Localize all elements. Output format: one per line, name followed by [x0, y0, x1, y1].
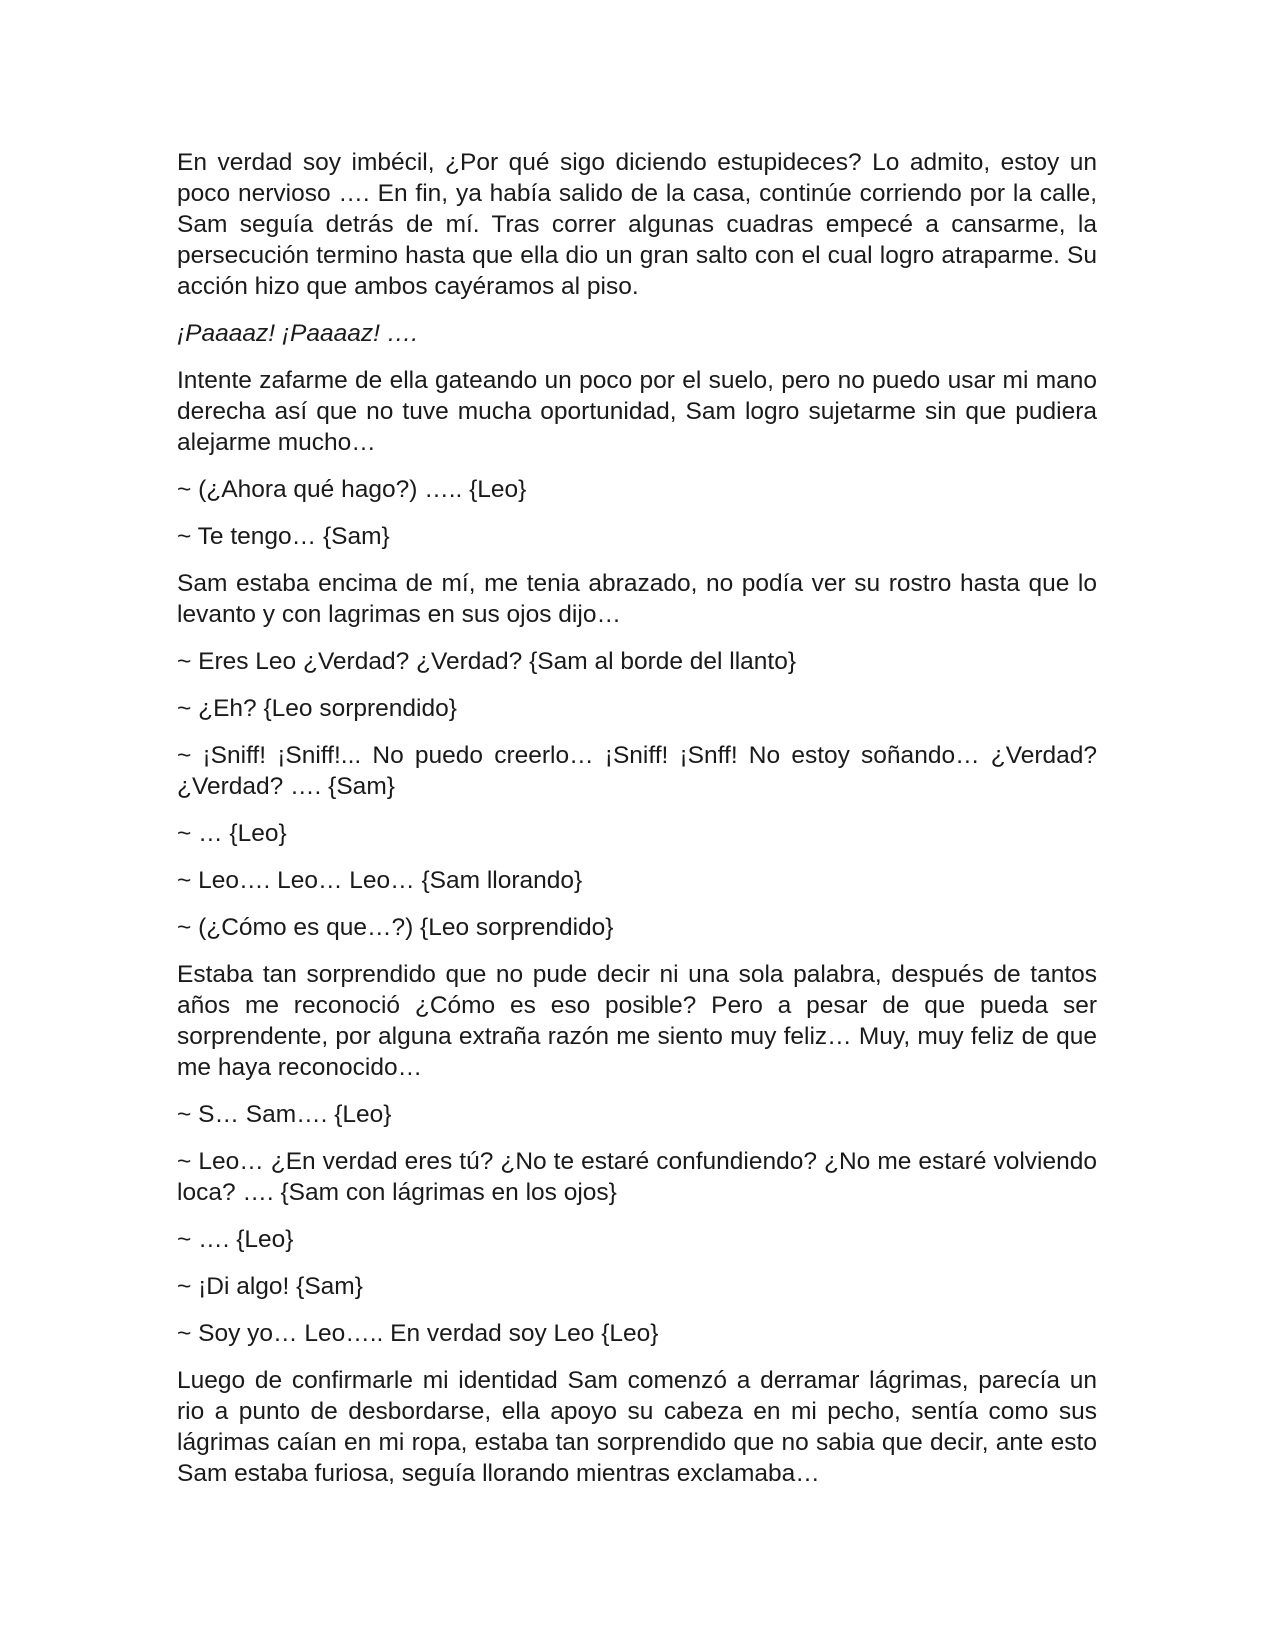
- dialogue-line: ~ Soy yo… Leo….. En verdad soy Leo {Leo}: [177, 1320, 659, 1347]
- paragraph-narration: Estaba tan sorprendido que no pude decir ni una sola palabra, después de tantos años me reconoció ¿Cómo es eso posible? Pero a pesar de que pueda ser sorprendente, por alguna extraña razón me siento muy feliz… Muy, muy feliz de que me haya reconocido…: [177, 961, 1097, 1081]
- paragraph-exclamation: ¡Paaaaz! ¡Paaaaz! ….: [177, 320, 419, 347]
- dialogue-line: ~ ¿Eh? {Leo sorprendido}: [177, 695, 457, 722]
- paragraph-narration: Intente zafarme de ella gateando un poco por el suelo, pero no puedo usar mi mano derecha así que no tuve mucha oportunidad, Sam logro sujetarme sin que pudiera alejarme mucho…: [177, 367, 1097, 456]
- paragraph-narration: En verdad soy imbécil, ¿Por qué sigo diciendo estupideces? Lo admito, estoy un poco nervioso …. En fin, ya había salido de la casa, continúe corriendo por la calle, Sam seguía detrás de mí. Tras correr algunas cuadras empecé a cansarme, la persecución termino hasta que ella dio un gran salto con el cual logro atraparme. Su acción hizo que ambos cayéramos al piso.: [177, 149, 1097, 300]
- dialogue-line: ~ ¡Sniff! ¡Sniff!... No puedo creerlo… ¡Sniff! ¡Snff! No estoy soñando… ¿Verdad? ¿Verdad? …. {Sam}: [177, 742, 1097, 800]
- dialogue-line: ~ Te tengo… {Sam}: [177, 523, 390, 550]
- document-body: [177, 147, 1097, 1505]
- dialogue-line: ~ Leo… ¿En verdad eres tú? ¿No te estaré confundiendo? ¿No me estaré volviendo loca? …. {Sam con lágrimas en los ojos}: [177, 1148, 1097, 1206]
- dialogue-line: ~ Leo…. Leo… Leo… {Sam llorando}: [177, 867, 583, 894]
- paragraph-narration: Luego de confirmarle mi identidad Sam comenzó a derramar lágrimas, parecía un rio a punto de desbordarse, ella apoyo su cabeza en mi pecho, sentía como sus lágrimas caían en mi ropa, estaba tan sorprendido que no sabia que decir, ante esto Sam estaba furiosa, seguía llorando mientras exclamaba…: [177, 1367, 1097, 1487]
- dialogue-line: ~ … {Leo}: [177, 820, 287, 847]
- dialogue-line: ~ Eres Leo ¿Verdad? ¿Verdad? {Sam al borde del llanto}: [177, 648, 797, 675]
- dialogue-line: ~ ¡Di algo! {Sam}: [177, 1273, 363, 1300]
- dialogue-line: ~ …. {Leo}: [177, 1226, 294, 1253]
- paragraph-narration: Sam estaba encima de mí, me tenia abrazado, no podía ver su rostro hasta que lo levanto y con lagrimas en sus ojos dijo…: [177, 570, 1097, 628]
- dialogue-line: ~ (¿Ahora qué hago?) ….. {Leo}: [177, 476, 527, 503]
- dialogue-line: ~ S… Sam…. {Leo}: [177, 1101, 392, 1128]
- dialogue-line: ~ (¿Cómo es que…?) {Leo sorprendido}: [177, 914, 614, 941]
